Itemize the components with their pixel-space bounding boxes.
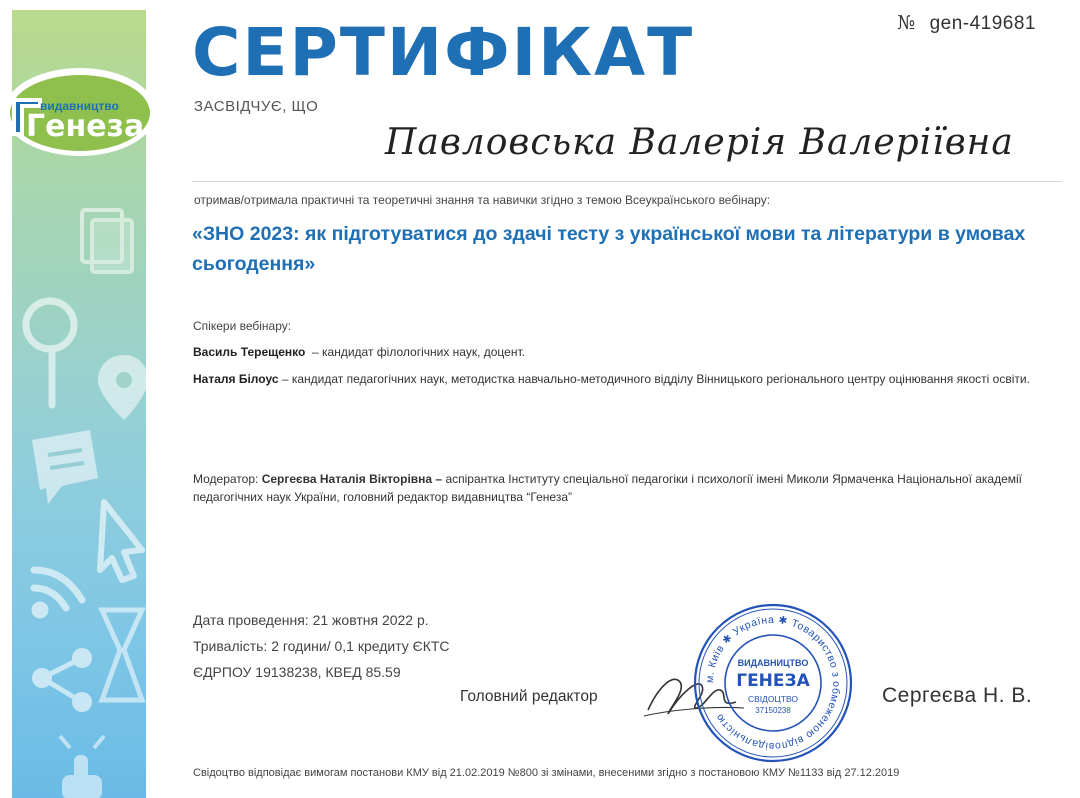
publisher-logo [2, 66, 182, 158]
speaker-description: – кандидат педагогічних наук, методистка навчально-методичного відділу Вінницького регіонального центру оцінювання якості освіти. [281, 372, 1030, 386]
hourglass-icon [102, 610, 142, 700]
registry-codes: ЄДРПОУ 19138238, КВЕД 85.59 [193, 664, 401, 680]
signature-position: Головний редактор [460, 688, 598, 705]
recipient-name: Павловська Валерія Валеріївна [385, 122, 1014, 163]
speaker-item [193, 371, 1063, 388]
moderator-info [193, 470, 1073, 506]
certificate-title: СЕРТИФІКАТ [192, 14, 695, 91]
svg-text:ВИДАВНИЦТВО: ВИДАВНИЦТВО [737, 658, 809, 668]
hand-click-icon [60, 736, 104, 798]
official-stamp [692, 602, 854, 764]
speaker-name: Василь Терещенко [193, 345, 306, 359]
svg-text:37150238: 37150238 [755, 706, 791, 715]
certifies-label: ЗАСВІДЧУЄ, ЩО [194, 98, 319, 115]
moderator-name: Сергеєва Наталія Вікторівна – [261, 472, 443, 486]
chat-bubble-icon [32, 430, 98, 504]
cursor-arrow-icon [100, 502, 142, 580]
certificate-number: № gen-419681 [897, 12, 1036, 34]
received-text: отримав/отримала практичні та теоретичні знання та навички згідно з темою Всеукраїнського вебінару: [194, 193, 771, 207]
event-date: Дата проведення: 21 жовтня 2022 р. [193, 612, 429, 628]
speaker-description: – кандидат філологічних наук, доцент. [312, 345, 525, 359]
speaker-item [193, 344, 1063, 361]
moderator-description: аспірантка Інституту спеціальної педагогіки і психології імені Миколи Ярмаченка Національної академії педагогічних наук України, головний редактор видавництва “Генеза” [193, 472, 1023, 504]
map-pin-icon [98, 355, 146, 420]
svg-text:СВІДОЦТВО: СВІДОЦТВО [747, 694, 799, 704]
webinar-topic: «ЗНО 2023: як підготуватися до здачі тесту з української мови та літератури в умовах сьогодення» [192, 223, 1026, 275]
svg-text:м. Київ ✱ Україна ✱ Товариство: м. Київ ✱ Україна ✱ Товариство з обмеженою відповідальністю [703, 613, 843, 753]
name-underline [192, 181, 1062, 182]
documents-icon [82, 210, 132, 272]
event-duration: Тривалість: 2 години/ 0,1 кредиту ЄКТС [193, 638, 450, 654]
share-icon [32, 648, 92, 712]
magnifier-icon [26, 301, 74, 405]
svg-text:видавництво: видавництво [40, 99, 119, 113]
svg-text:ГЕНЕЗА: ГЕНЕЗА [736, 671, 810, 691]
moderator-label: Модератор: [193, 472, 259, 486]
signatory-name: Сергеєва Н. В. [882, 684, 1033, 707]
svg-text:Генеза: Генеза [26, 109, 145, 144]
wifi-icon [34, 570, 82, 615]
speaker-name: Наталя Білоус [193, 372, 279, 386]
speakers-label: Спікери вебінару: [193, 319, 292, 333]
footer-note: Свідоцтво відповідає вимогам постанови КМУ від 21.02.2019 №800 зі змінами, внесеними згідно з постановою КМУ №1133 від 27.12.2019 [193, 767, 900, 779]
